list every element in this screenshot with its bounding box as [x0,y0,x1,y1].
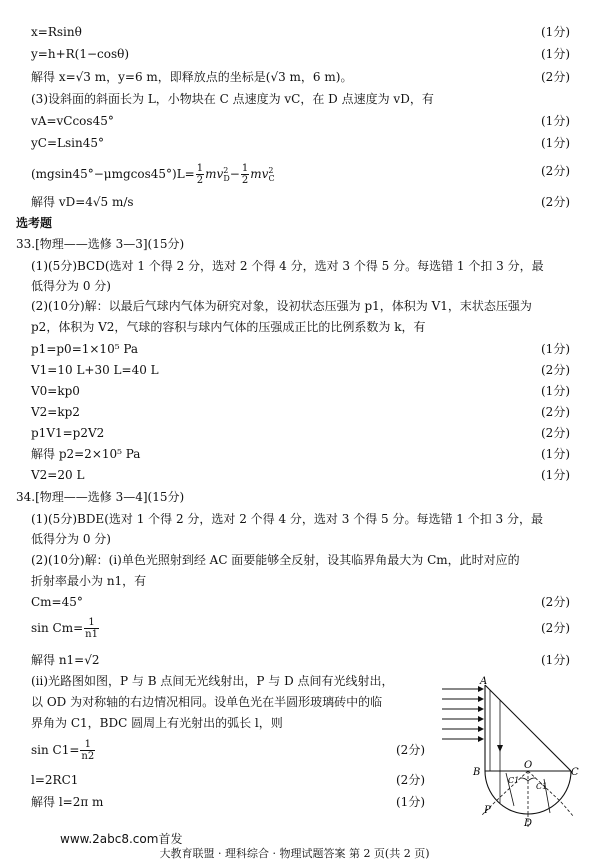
label-c1b: C1 [536,782,548,791]
section-title: 选考题 [16,216,53,230]
eq-x: x=Rsinθ [31,25,82,39]
q33-eq: p1V1=p2V2 [31,426,105,440]
score: (2分) [396,743,425,757]
score: (2分) [541,426,570,440]
half-den: 2 [196,175,204,186]
part3-intro: (3)设斜面的斜面长为 L，小物块在 C 点速度为 vC，在 D 点速度为 vD，有 [31,92,434,106]
label-c1a: C1 [508,776,520,785]
sin-c1-equation [31,737,96,763]
score: (1分) [541,136,570,150]
q33-p1: (1)(5分)BCD(选对 1 个得 2 分，选对 2 个得 4 分，选对 3 个得 5 分。每选错 1 个扣 3 分，最 [31,259,544,273]
label-a: A [480,676,488,687]
score: (2分) [541,195,570,209]
frac-den: n1 [85,629,98,640]
q34-l: l=2RC1 [31,773,79,787]
score: (1分) [396,795,425,809]
q34-p2b: 折射率最小为 n1，有 [31,574,147,588]
score: (1分) [541,447,570,461]
q34-p1b: 低得分为 0 分) [31,532,111,546]
score: (2分) [541,70,570,84]
q33-p2b: p2，体积为 V2，气球的容积与球内气体的压强成正比的比例系数为 k，有 [31,320,426,334]
label-d: D [524,818,533,829]
score: (1分) [541,342,570,356]
page-footer: 大教育联盟 · 理科综合 · 物理试题答案 第 2 页(共 2 页) [159,847,430,860]
result-coord: 解得 x=√3 m，y=6 m，即释放点的坐标是(√3 m，6 m)。 [31,70,353,84]
q33-eq: 解得 p2=2×10⁵ Pa [31,447,141,461]
q33-p1b: 低得分为 0 分) [31,279,111,293]
score: (1分) [541,384,570,398]
sup2: 2 [268,166,274,175]
score: (2分) [541,164,570,178]
score: (2分) [541,405,570,419]
score: (1分) [541,47,570,61]
q34-n1: 解得 n1=√2 [31,653,100,667]
prism-edge-ac [485,685,571,771]
eq-y: y=h+R(1−cosθ) [31,47,130,61]
q33-p2: (2)(10分)解：以最后气球内气体为研究对象，设初状态压强为 p1，体积为 V1，末状态压强为 [31,299,532,313]
label-o: O [524,760,533,771]
label-p: P [484,805,491,816]
sub1: D [223,174,230,184]
sin-cm-equation [31,615,100,641]
q34-lres: 解得 l=2π m [31,795,104,809]
q34-ii-line1: (ⅱ)光路图如图，P 与 B 点间无光线射出，P 与 D 点间有光线射出， [31,674,394,688]
sin-c1-fraction [80,739,95,762]
term2: mv [250,167,269,181]
watermark: www.2abc8.com首发 [60,832,183,846]
q34-title: 34.[物理——选修 3—4](15分) [16,490,185,504]
half-fraction-2 [241,163,249,186]
label-b: B [473,767,481,778]
label-c: C [571,767,579,778]
score: (2分) [541,363,570,377]
eq-yc: yC=Lsin45° [31,136,104,150]
q34-cm: Cm=45° [31,595,83,609]
half-num: 1 [196,163,204,174]
frac-den: n2 [81,751,95,762]
minus: − [229,167,240,181]
q33-eq: V0=kp0 [31,384,80,398]
score: (1分) [541,25,570,39]
score: (2分) [541,621,570,635]
q34-ii-line3: 界角为 C1，BDC 圆周上有光射出的弧长 l，则 [31,716,283,730]
frac-num: 1 [84,617,99,629]
score: (1分) [541,653,570,667]
score: (2分) [541,595,570,609]
q33-eq: V2=20 L [31,468,85,482]
q33-eq: p1=p0=1×10⁵ Pa [31,342,139,356]
q34-p2: (2)(10分)解：(ⅰ)单色光照射到经 AC 面要能够全反射，设其临界角最大为 Cm，此时对应的 [31,553,520,567]
term1: mv [205,167,224,181]
score: (1分) [541,114,570,128]
q34-p1: (1)(5分)BDE(选对 1 个得 2 分，选对 2 个得 4 分，选对 3 个得 5 分。每选错 1 个扣 3 分，最 [31,512,543,526]
q33-eq: V1=10 L+30 L=40 L [31,363,159,377]
q33-eq: V2=kp2 [31,405,80,419]
score: (2分) [396,773,425,787]
half-fraction [196,163,204,186]
optics-diagram [440,675,580,830]
sin-cm-left: sin Cm= [31,621,84,635]
eq-va: vA=vCcos45° [31,114,114,128]
sin-cm-fraction [84,617,99,640]
score: (1分) [541,468,570,482]
sub2: C [268,174,275,184]
frac-num: 1 [80,739,95,751]
result-vd: 解得 vD=4√5 m/s [31,195,134,209]
q33-title: 33.[物理——选修 3—3](15分) [16,237,185,251]
half-num-2: 1 [241,163,249,174]
energy-equation [31,158,275,192]
q34-ii-line2: 以 OD 为对称轴的右边情况相同。设单色光在半圆形玻璃砖中的临 [31,695,383,709]
energy-left: (mgsin45°−μmgcos45°)L= [31,167,195,181]
sin-c1-left: sin C1= [31,743,80,757]
sup1: 2 [223,166,229,175]
half-den-2: 2 [241,175,249,186]
